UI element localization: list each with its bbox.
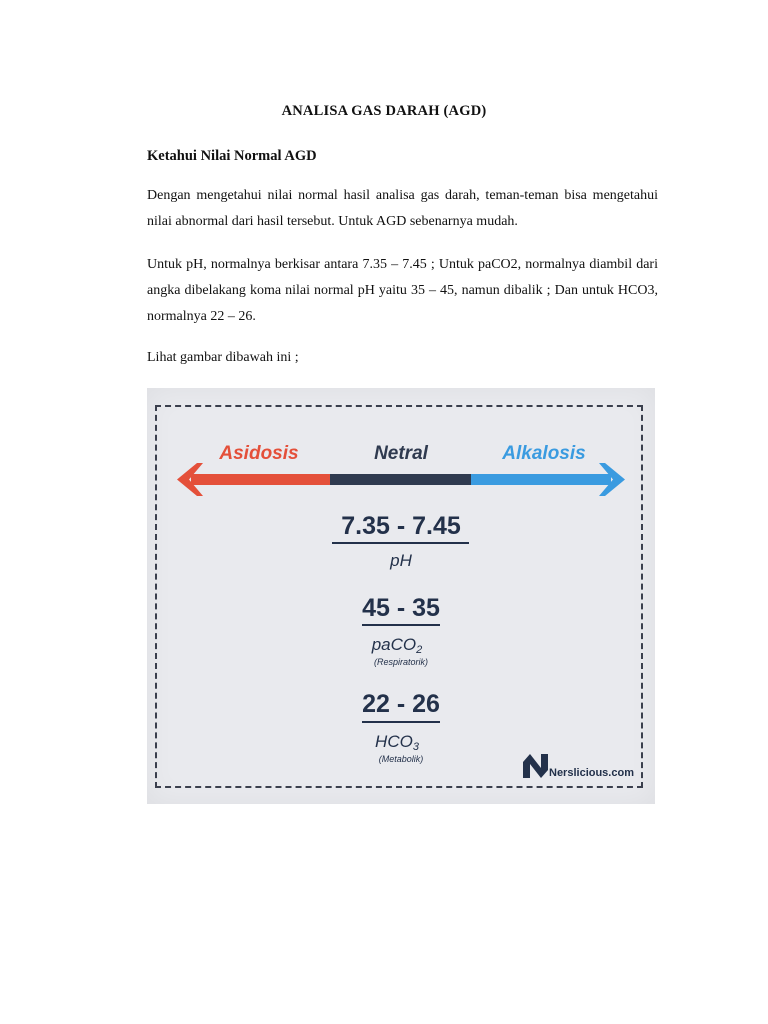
ph-range: 7.35 - 7.45: [341, 512, 461, 540]
hco3-subscript: 3: [412, 741, 419, 753]
neutral-segment: [330, 474, 472, 485]
logo-mark-right: [541, 754, 548, 778]
hco3-range: 22 - 26: [362, 690, 440, 718]
figure-graphic: [147, 388, 655, 804]
neutral-label: Netral: [374, 443, 428, 464]
paragraph-intro: Dengan mengetahui nilai normal hasil analisa gas darah, teman-teman bisa mengetahui nilai abnormal dari hasil tersebut. Untuk AGD sebenarnya mudah.: [147, 188, 658, 229]
logo-mark-left: [523, 754, 530, 778]
hco3-text: HCO: [375, 732, 413, 751]
section-heading: Ketahui Nilai Normal AGD: [147, 148, 317, 164]
page-title: ANALISA GAS DARAH (AGD): [281, 103, 487, 119]
agd-figure: [147, 388, 655, 804]
ph-scale-arrow: [177, 463, 625, 496]
paco2-subscript: 2: [416, 644, 423, 656]
acidosis-segment: [191, 474, 331, 485]
brand-logo: [523, 754, 634, 779]
hco3-note: (Metabolik): [378, 754, 424, 764]
paco2-range: 45 - 35: [362, 594, 440, 622]
paco2-label: [371, 635, 423, 656]
alkalosis-label: Alkalosis: [502, 443, 586, 464]
acidosis-label: Asidosis: [219, 443, 299, 464]
brand-name: Nerslicious.com: [549, 767, 634, 779]
paragraph-see-figure: Lihat gambar dibawah ini ;: [147, 350, 299, 365]
hco3-label: [375, 732, 420, 753]
ph-label: pH: [390, 551, 412, 570]
alkalosis-segment: [471, 474, 611, 485]
logo-mark-mid: [530, 754, 541, 778]
paragraph-normal-values: Untuk pH, normalnya berkisar antara 7.35 – 7.45 ; Untuk paCO2, normalnya diambil dari angka dibelakang koma nilai normal pH yaitu 35 – 45, namun dibalik ; Dan untuk HCO3, normalnya 22 – 26.: [147, 257, 658, 324]
paco2-note: (Respiratorik): [373, 657, 429, 667]
paco2-text: paCO: [371, 635, 417, 654]
